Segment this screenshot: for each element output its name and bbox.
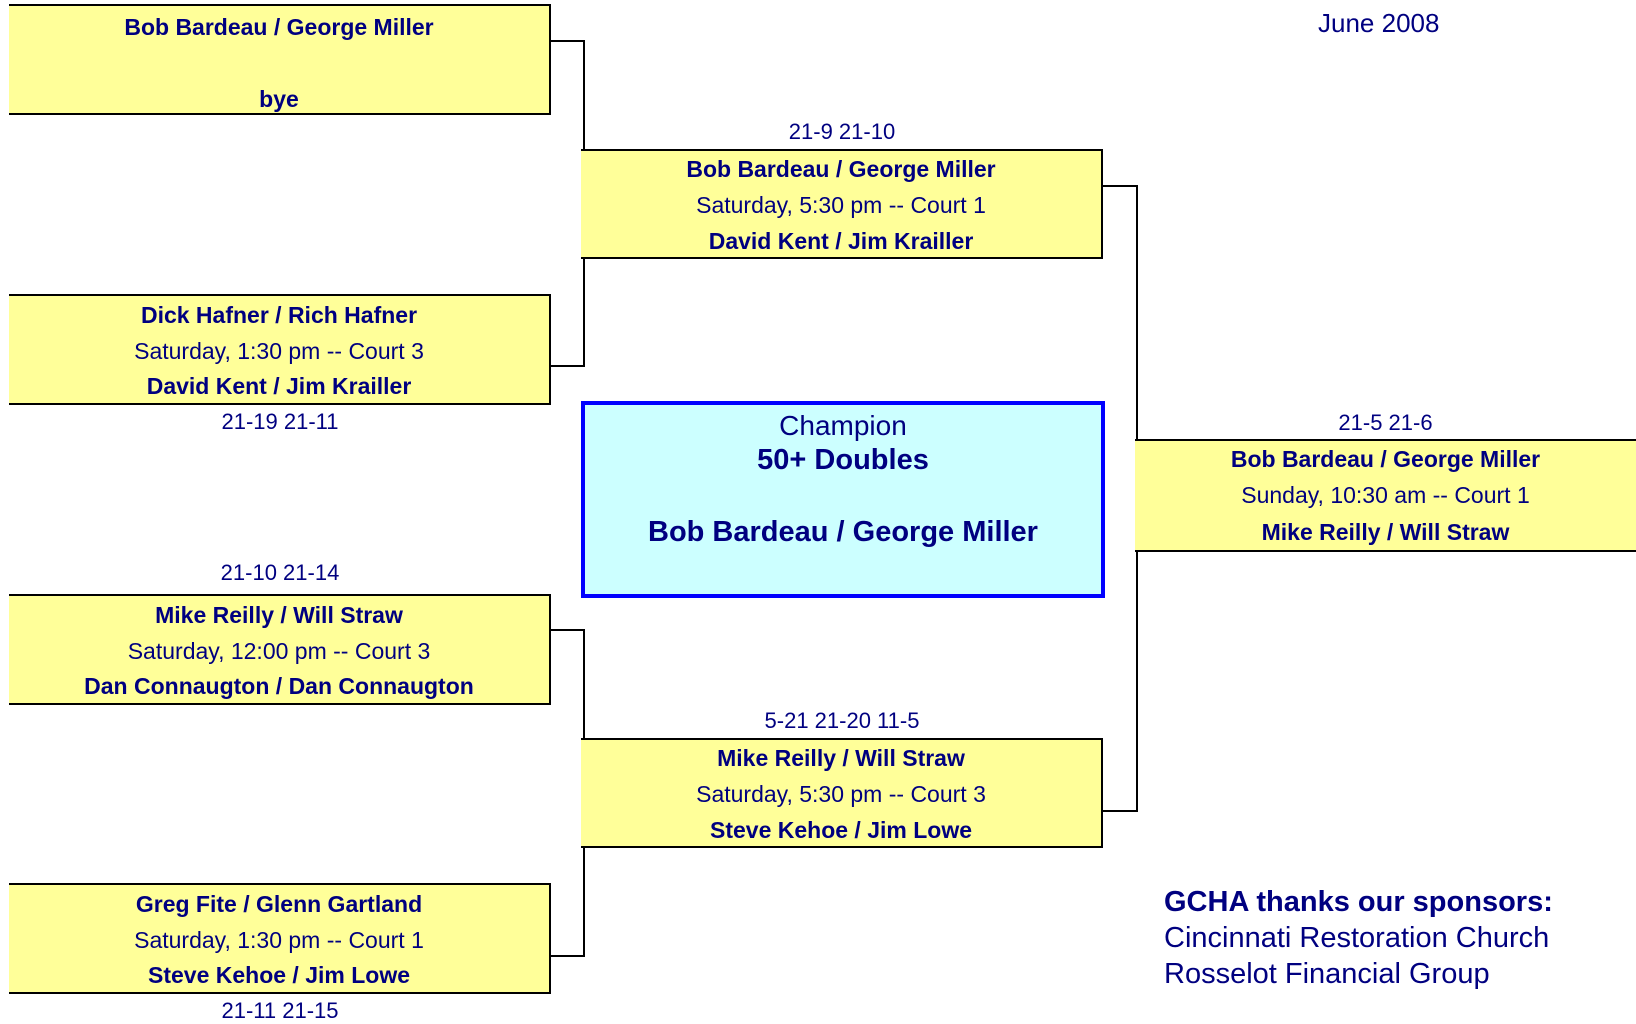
match-score: 21-5 21-6 (1338, 410, 1433, 435)
team-top: Bob Bardeau / George Miller (686, 156, 996, 182)
match-schedule: Saturday, 5:30 pm -- Court 1 (696, 192, 986, 218)
match-schedule: Saturday, 1:30 pm -- Court 1 (134, 927, 424, 953)
team-bottom: Dan Connaugton / Dan Connaugton (84, 673, 474, 699)
bracket-connector (1136, 552, 1138, 812)
sponsors-block (1164, 884, 1553, 992)
bracket-connector (583, 629, 585, 738)
bracket-connector (1103, 185, 1138, 187)
sponsors-heading: GCHA thanks our sponsors: (1164, 886, 1553, 918)
team-top: Mike Reilly / Will Straw (155, 602, 403, 628)
bracket-connector (551, 40, 585, 42)
team-top: Mike Reilly / Will Straw (717, 745, 965, 771)
match-box-r1-1 (9, 4, 551, 115)
match-box-final (1135, 439, 1636, 552)
match-score: 21-9 21-10 (788, 119, 896, 144)
bracket-connector (583, 40, 585, 149)
bracket-connector (551, 955, 585, 957)
bracket-connector (1136, 185, 1138, 439)
champion-title: Champion (779, 410, 907, 441)
match-box-r1-3 (9, 594, 551, 705)
team-bottom: David Kent / Jim Krailler (708, 228, 974, 254)
team-bottom: Steve Kehoe / Jim Lowe (147, 962, 411, 988)
sponsor-item: Cincinnati Restoration Church (1164, 922, 1550, 954)
team-bottom: David Kent / Jim Krailler (146, 373, 412, 399)
bracket-connector (551, 629, 585, 631)
champion-box (581, 401, 1105, 598)
match-schedule: Sunday, 10:30 am -- Court 1 (1241, 482, 1530, 508)
bracket-connector (551, 365, 585, 367)
sponsor-item: Rosselot Financial Group (1164, 958, 1490, 990)
match-box-r1-2 (9, 294, 551, 405)
team-bottom: bye (259, 86, 299, 112)
match-score: 21-11 21-15 (221, 998, 339, 1023)
team-bottom: Steve Kehoe / Jim Lowe (709, 817, 973, 843)
champion-winner: Bob Bardeau / George Miller (648, 516, 1038, 548)
match-box-r1-4 (9, 883, 551, 994)
match-box-r2-2 (581, 738, 1103, 848)
match-score: 5-21 21-20 11-5 (764, 708, 920, 733)
team-top: Bob Bardeau / George Miller (1230, 446, 1541, 472)
team-bottom: Mike Reilly / Will Straw (1261, 519, 1510, 545)
match-schedule: Saturday, 1:30 pm -- Court 3 (134, 338, 424, 364)
bracket-connector (1103, 810, 1138, 812)
match-score: 21-10 21-14 (220, 560, 340, 585)
date-label: June 2008 (1318, 8, 1440, 38)
team-top: Dick Hafner / Rich Hafner (140, 302, 418, 328)
team-top: Greg Fite / Glenn Gartland (135, 891, 423, 917)
match-score: 21-19 21-11 (221, 409, 339, 434)
match-schedule: Saturday, 5:30 pm -- Court 3 (696, 781, 986, 807)
bracket-connector (583, 848, 585, 957)
match-box-r2-1 (581, 149, 1103, 259)
bracket-connector (583, 259, 585, 367)
match-schedule: Saturday, 12:00 pm -- Court 3 (127, 638, 431, 664)
team-top: Bob Bardeau / George Miller (124, 14, 434, 40)
division-title: 50+ Doubles (757, 444, 929, 476)
